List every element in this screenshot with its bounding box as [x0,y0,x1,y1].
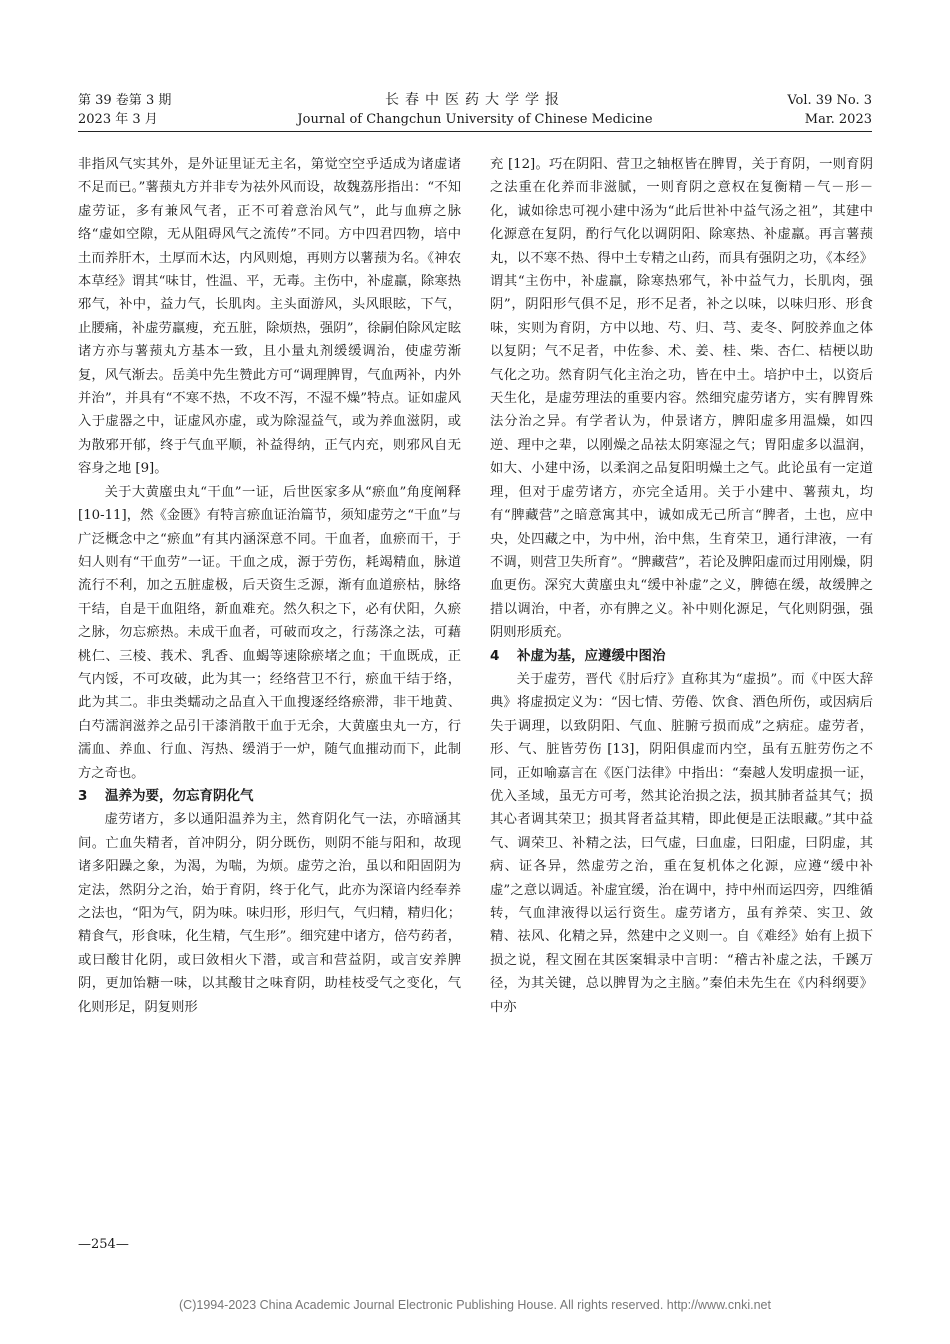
paragraph: 非指风气实其外，是外证里证无主名，第觉空空乎适成为诸虚诸不足而已。”薯蓣丸方并非专为祛外风而设，故魏荔彤指出：“不知虚劳证，多有兼风气者，正不可着意治风气”，此与血痹之脉络“虚如空隙，无从阻碍风气之流传”不同。方中四君四物，培中土而养肝木，土厚而木达，内风则熄，再则方以薯蓣为名。《神农本草经》谓其“味甘，性温、平，无毒。主伤中，补虚羸，除寒热邪气，补中，益力气，长肌肉。主头面游风，头风眼眩，下气，止腰痛，补虚劳羸瘦，充五脏，除烦热，强阴”，徐嗣伯除风定眩诸方亦与薯蓣丸方基本一致，且小量丸剂缓缓调治，使虚劳渐复，风气渐去。岳美中先生赞此方可“调理脾胃，气血两补，内外并治”，并具有“不寒不热，不攻不泻，不湿不燥”特点。证如虚风入于虚器之中，证虚风亦虚，或为除湿益气，或为养血滋阴，或为散邪开郁，终于气血平顺，补益得纳，正气内充，则邪风自无容身之地 [9]。 [78,157,461,477]
date-cn: 2023 年 3 月 [78,112,158,127]
section-heading [490,645,873,668]
paragraph: 充 [12]。巧在阴阳、营卫之轴枢皆在脾胃，关于育阴，一则育阴之法重在化养而非滋腻，一则育阴之意权在复衡精－气－形－化，诚如徐忠可视小建中汤为“此后世补中益气汤之祖”，其建中化源意在复阴，酌行气化以调阴阳、除寒热、补虚羸。再言薯蓣丸，以不寒不热、得中土专精之山药，而具有强阴之功，《本经》谓其“主伤中，补虚羸，除寒热邪气，补中益气力，长肌肉，强阴”，阴阳形气俱不足，形不足者，补之以味，以味归形、形食味，实则为育阴，方中以地、芍、归、芎、麦冬、阿胶养血之体以复阴；气不足者，中佐参、术、姜、桂、柴、杏仁、桔梗以助气化之功。然育阴气化主治之功，皆在中土。培护中土，以资后天生化，是虚劳理法的重要内容。然细究虚劳诸方，实有脾胃殊法分治之异。有学者认为，仲景诸方，脾阳虚多用温燥，如四逆、理中之辈，以刚燥之品祛太阴寒湿之气；胃阳虚多以温润，如大、小建中汤，以柔润之品复阳明燥土之气。此论虽有一定道理，但对于虚劳诸方，亦完全适用。关于小建中、薯蓣丸，均有“脾藏营”之暗意寓其中，诚如成无己所言“脾者，土也，应中央，处四藏之中，为中州，治中焦，生育荣卫，通行津液，一有不调，则营卫失所育”。“脾藏营”，若论及脾阳虚而过用刚燥，阴血更伤。深究大黄䗪虫丸“缓中补虚”之义，脾德在缓，故缓脾之措以调治，中者，亦有脾之义。补中则化源足，气化则阴强，强阴则形质充。 [490,157,873,641]
page-number: —254— [78,1237,129,1252]
journal-title-cn: 长春中医药大学学报 [385,92,565,108]
section-title: 温养为要，勿忘育阴化气 [105,787,254,804]
section-heading [78,785,461,808]
date-en: Mar. 2023 [804,112,872,127]
paragraph: 关于虚劳，晋代《肘后疗》直称其为“虚损”。而《中医大辞典》将虚损定义为：“因七情、劳倦、饮食、酒色所伤，或因病后失于调理，以致阴阳、气血、脏腑亏损而成”之病症。虚劳者，形、气、脏皆劳伤 [13]，阴阳俱虚而内空，虽有五脏劳伤之不同，正如喻嘉言在《医门法律》中指出：“秦越人发明虚损一证，优入圣域，虽无方可考，然其论治损之法，损其肺者益其气；损其心者调其荣卫；损其肾者益其精，即此便是正法眼藏。”其中益气、调荣卫、补精之法，曰气虚，曰血虚，曰阳虚，曰阴虚，其病、证各异，然虚劳之治，重在复机体之化源，应遵“缓中补虚”之意以调适。补虚宜缓，治在调中，持中州而运四旁，四维循转，气血津液得以运行资生。虚劳诸方，虽有养荣、实卫、敛精、祛风、化精之异，然建中之义则一。自《难经》始有上损下损之说，程文囿在其医案辑录中言明：“稽古补虚之法，千蹊万径，为其关键，总以脾胃为之主脑。”秦伯未先生在《内科纲要》中亦 [490,671,873,1015]
issue-cn: 第 39 卷第 3 期 [78,93,172,108]
issue-en: Vol. 39 No. 3 [787,93,872,108]
section-number: 3 [78,787,88,804]
section-number: 4 [490,647,500,664]
header-rule [78,131,872,132]
left-column [78,153,461,1019]
section-title: 补虚为基，应遵缓中图治 [517,647,666,664]
paragraph: 虚劳诸方，多以通阳温养为主，然育阴化气一法，亦暗涵其间。亡血失精者，首冲阴分，阴分既伤，则阴不能与阳和，故现诸多阳躁之象，为渴，为喘，为烦。虚劳之治，虽以和阳固阴为定法，然阴分之治，始于育阴，终于化气，此亦为深谙内经奉养之法也，“阳为气，阴为味。味归形，形归气，气归精，精归化；精食气，形食味，化生精，气生形”。细究建中诸方，倍芍药者，或曰酸甘化阴，或曰敛相火下潜，或言和营益阴，或言安养脾阴，更加饴糖一味，以其酸甘之味育阴，助桂枝受气之变化，气化则形足，阴复则形 [78,812,461,1015]
header-right [787,91,872,129]
paragraph: 关于大黄䗪虫丸“干血”一证，后世医家多从“瘀血”角度阐释 [10-11]，然《金匮》有特言瘀血证治篇节，须知虚劳之“干血”与广泛概念中之“瘀血”有其内涵深意不同。干血者，血瘀而干，于妇人则有“干血劳”一证。干血之成，源于劳伤，耗竭精血，脉道流行不利，加之五脏虚极，后天资生乏源，渐有血道瘀枯，脉络干结，自是干血阻络，新血难充。然久积之下，必有伏阳，久瘀之脉，勿忘瘀热。未成干血者，可破而攻之，行荡涤之法，可藉桃仁、三棱、莪术、乳香、血蝎等速除瘀堵之血；干血既成，正气内馁，不可攻破，此为其一；经络营卫不行，瘀血干结于络，此为其二。非虫类蠕动之品直入干血搜逐经络瘀滞，非干地黄、白芍濡润滋养之品引干漆消散干血于无余，大黄䗪虫丸一方，行濡血、养血、行血、泻热、缓消于一炉，随气血摧动而下，此制方之奇也。 [78,484,461,781]
journal-title-en: Journal of Changchun University of Chinese Medicine [297,112,653,127]
copyright-footer: (C)1994-2023 China Academic Journal Electronic Publishing House. All rights reserved. http://www.cnki.net [179,1298,771,1312]
right-column [490,153,873,1019]
